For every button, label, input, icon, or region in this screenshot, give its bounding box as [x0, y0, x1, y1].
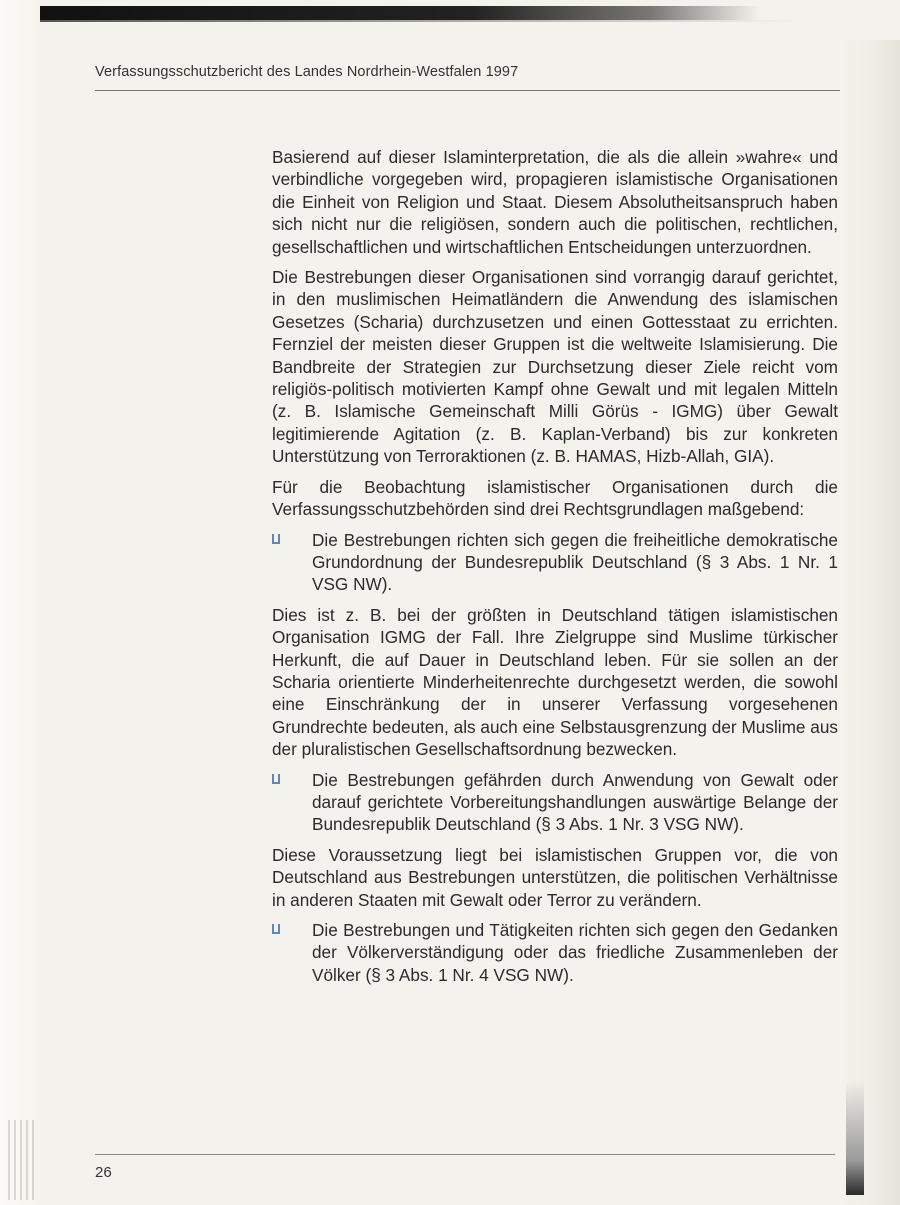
list-item [272, 919, 838, 986]
checkbox-square-icon [272, 534, 280, 544]
scan-edge-marks [8, 1120, 38, 1200]
paragraph: Die Bestrebungen dieser Organisationen sind vorrangig darauf gerichtet, in den muslimischen Heimatländern die Anwendung des islamischen Gesetzes (Scharia) durchzusetzen und einen Gottesstaat zu errichten. Fernziel der meisten dieser Gruppen ist die weltweite Islamisierung. Die Bandbreite der Strategien zur Durchsetzung dieser Ziele reicht vom religiös-politisch motivierten Kampf ohne Gewalt und mit legalen Mitteln (z. B. Islamische Gemeinschaft Milli Görüs - IGMG) über Gewalt legitimierende Agitation (z. B. Kaplan-Verband) bis zur konkreten Unterstützung von Terroraktionen (z. B. HAMAS, Hizb-Allah, GIA). [272, 267, 838, 467]
scan-left-margin [0, 0, 40, 1205]
checkbox-square-icon [272, 774, 280, 784]
paragraph: Diese Voraussetzung liegt bei islamistischen Gruppen vor, die von Deutschland aus Bestrebungen unterstützen, die politischen Verhältnisse in anderen Staaten mit Gewalt oder Terror zu verändern. [272, 844, 838, 910]
list-item-text: Die Bestrebungen gefährden durch Anwendung von Gewalt oder darauf gerichtete Vorbereitungshandlungen auswärtige Belange der Bundesrepublik Deutschland (§ 3 Abs. 1 Nr. 3 VSG NW). [312, 769, 838, 835]
list-item-text: Die Bestrebungen und Tätigkeiten richten sich gegen den Gedanken der Völkerverständigung oder das friedliche Zusammenleben der Völker (§ 3 Abs. 1 Nr. 4 VSG NW). [312, 920, 838, 985]
scan-corner-shadow [846, 1080, 864, 1195]
checkbox-square-icon [272, 924, 280, 934]
paragraph: Für die Beobachtung islamistischer Organisationen durch die Verfassungsschutzbehörden sind drei Rechtsgrundlagen maßgebend: [272, 476, 838, 520]
scan-right-edge [842, 40, 900, 1205]
scan-top-line [40, 20, 800, 22]
footer-rule [95, 1154, 835, 1155]
page-number: 26 [95, 1164, 112, 1181]
list-item [272, 769, 838, 836]
header-rule [95, 90, 840, 91]
scan-top-bar [40, 6, 760, 20]
paragraph: Dies ist z. B. bei der größten in Deutschland tätigen islamistischen Organisation IGMG der Fall. Ihre Zielgruppe sind Muslime türkischer Herkunft, die auf Dauer in Deutschland leben. Für sie sollen an der Scharia orientierte Minderheitenrechte durchgesetzt werden, die sowohl eine Einschränkung der in unserer Verfassung vorgesehenen Grundrechte bedeuten, als auch eine Selbstausgrenzung der Muslime aus der pluralistischen Gesellschaftsordnung bezwecken. [272, 604, 838, 760]
list-item [272, 529, 838, 596]
main-text [272, 146, 838, 994]
paragraph: Basierend auf dieser Islaminterpretation, die als die allein »wahre« und verbindliche vorgegeben wird, propagieren islamistische Organisationen die Einheit von Religion und Staat. Diesem Absolutheitsanspruch haben sich nicht nur die religiösen, sondern auch die politischen, rechtlichen, gesellschaftlichen und wirtschaftlichen Entscheidungen unterzuordnen. [272, 147, 838, 257]
list-item-text: Die Bestrebungen richten sich gegen die freiheitliche demokratische Grundordnung der Bundesrepublik Deutschland (§ 3 Abs. 1 Nr. 1 VSG NW). [312, 529, 838, 595]
running-title: Verfassungsschutzbericht des Landes Nordrhein-Westfalen 1997 [95, 64, 519, 80]
